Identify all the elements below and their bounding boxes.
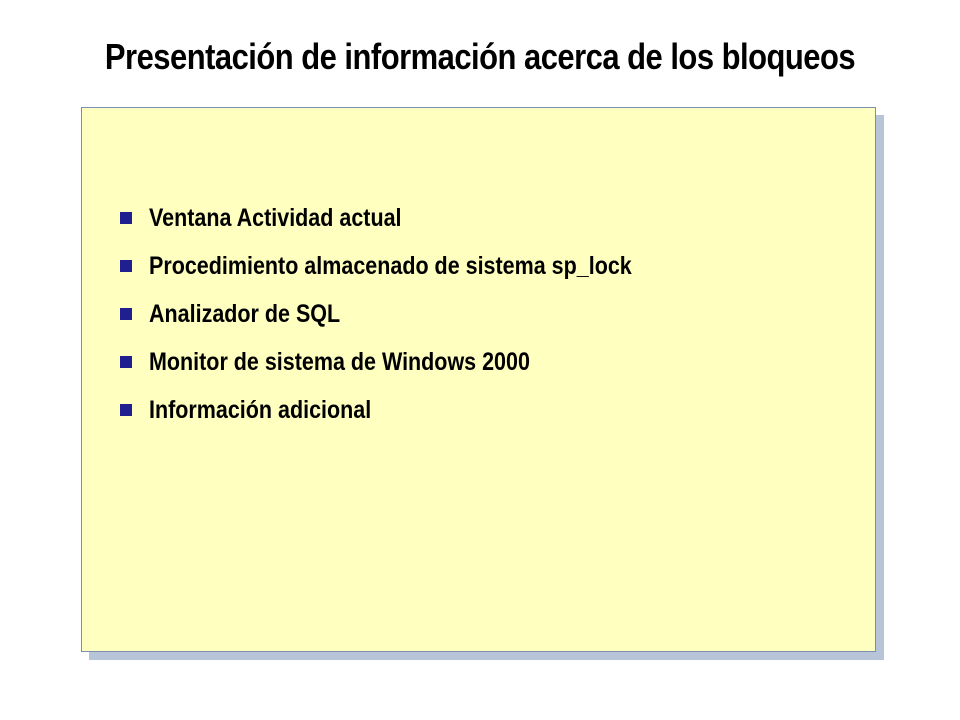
square-bullet-icon (120, 212, 132, 224)
list-item (120, 242, 710, 290)
list-item (120, 386, 710, 434)
bullet-list (120, 194, 710, 434)
list-item-text: Información adicional (149, 395, 372, 424)
list-item-text: Procedimiento almacenado de sistema sp_lock (149, 251, 632, 280)
list-item (120, 290, 710, 338)
list-item-text: Ventana Actividad actual (149, 203, 402, 232)
list-item (120, 194, 710, 242)
list-item-text: Analizador de SQL (149, 299, 341, 328)
square-bullet-icon (120, 308, 132, 320)
list-item (120, 338, 710, 386)
page-title: Presentación de información acerca de los bloqueos (104, 36, 856, 77)
list-item-text: Monitor de sistema de Windows 2000 (149, 347, 530, 376)
square-bullet-icon (120, 356, 132, 368)
square-bullet-icon (120, 404, 132, 416)
square-bullet-icon (120, 260, 132, 272)
